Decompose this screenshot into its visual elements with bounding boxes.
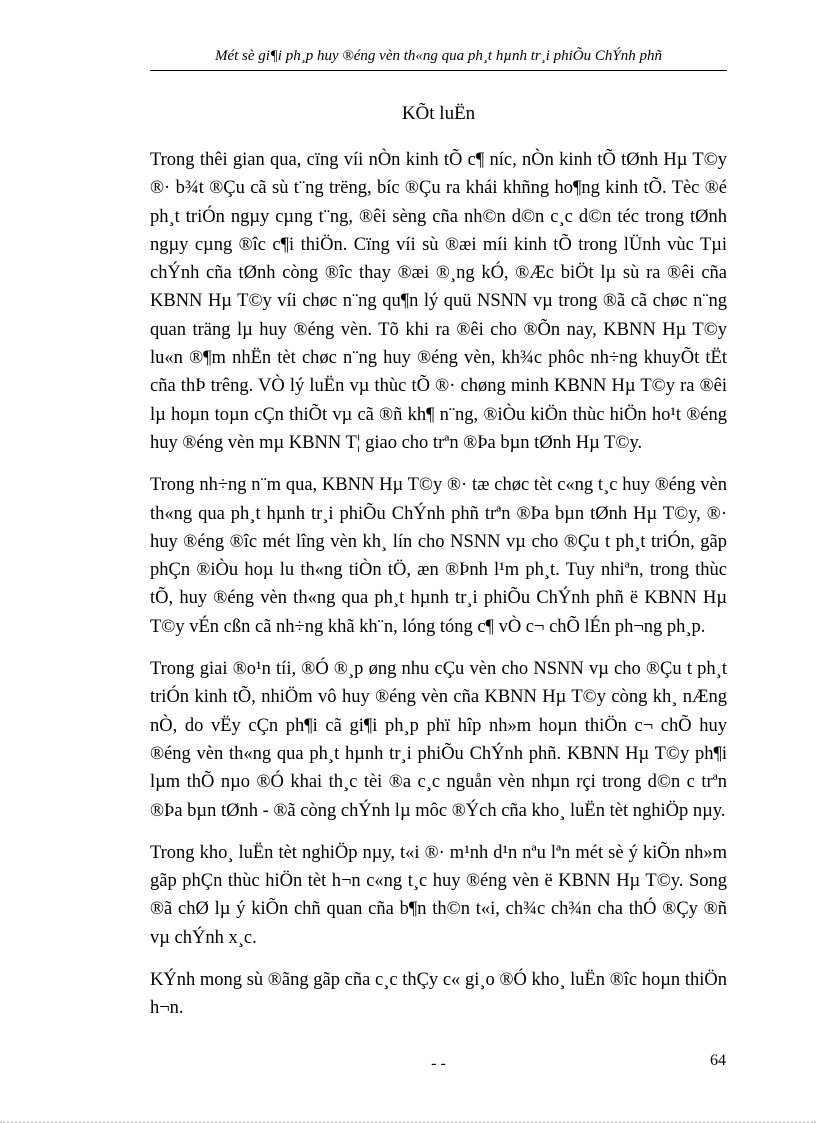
page-title: KÕt luËn (401, 103, 476, 124)
paragraph: Trong kho¸ luËn tèt nghiÖp nµy, t«i ®· m¹nh d¹n nªu lªn mét sè ý kiÕn nh»m gãp phÇn thùc hiÖn tèt h¬n c«ng t¸c huy ®éng vèn ë KBNN Hµ T©y. Song ®ã chØ lµ ý kiÕn chñ quan cña b¶n th©n t«i, ch¾c ch¾n cha thÓ ®Çy ®ñ vµ chÝnh x¸c. (150, 842, 727, 948)
page-number: 64 (710, 1052, 726, 1069)
paragraph: KÝnh mong sù ®ãng gãp cña c¸c thÇy c« gi¸o ®Ó kho¸ luËn ®îc hoµn thiÖn h¬n. (150, 970, 727, 1019)
paragraph: Trong thêi gian qua, cïng víi nÒn kinh tÕ c¶ níc, nÒn kinh tÕ tØnh Hµ T©y ®· b¾t ®Çu cã sù t¨ng trëng, bíc ®Çu ra khái khñng ho¶ng kinh tÕ. Tèc ®é ph¸t triÓn ngµy cµng t¨ng, ®êi sèng cña nh©n d©n c¸c d©n téc trong tØnh ngµy cµng ®îc c¶i thiÖn. Cïng víi sù ®æi míi kinh tÕ trong lÜnh vùc Tµi chÝnh cña tØnh còng ®îc thay ®æi ®¸ng kÓ, ®Æc biÖt lµ sù ra ®êi cña KBNN Hµ T©y víi chøc n¨ng qu¶n lý quü NSNN vµ trong ®ã cã chøc n¨ng quan träng lµ huy ®éng vèn. Tõ khi ra ®êi cho ®Õn nay, KBNN Hµ T©y lu«n ®¶m nhËn tèt chøc n¨ng huy ®éng vèn, kh¾c phôc nh÷ng khuyÕt tËt cña thÞ trêng. VÒ lý luËn vµ thùc tÕ ®· chøng minh KBNN Hµ T©y ra ®êi lµ hoµn toµn cÇn thiÕt vµ cã ®ñ kh¶ n¨ng, ®iÒu kiÖn thùc hiÖn ho¹t ®éng huy ®éng vèn mµ KBNN T¦ giao cho trªn ®Þa bµn tØnh Hµ T©y. (150, 150, 727, 453)
running-header: Mét sè gi¶i ph¸p huy ®éng vèn th«ng qua ph¸t hµnh tr¸i phiÕu ChÝnh phñ (214, 48, 662, 64)
paragraph: Trong giai ®o¹n tíi, ®Ó ®¸p øng nhu cÇu vèn cho NSNN vµ cho ®Çu t ph¸t triÓn kinh tÕ, nhiÖm vô huy ®éng vèn cña KBNN Hµ T©y còng kh¸ nÆng nÒ, do vËy cÇn ph¶i cã gi¶i ph¸p phï hîp nh»m hoµn thiÖn c¬ chÕ huy ®éng vèn th«ng qua ph¸t hµnh tr¸i phiÕu ChÝnh phñ. KBNN Hµ T©y ph¶i lµm thÕ nµo ®Ó khai th¸c tèi ®a c¸c nguån vèn nhµn rçi trong d©n c trªn ®Þa bµn tØnh - ®ã còng chÝnh lµ môc ®Ých cña kho¸ luËn tèt nghiÖp nµy. (150, 659, 727, 821)
header-rule (150, 70, 727, 71)
paragraph: Trong nh÷ng n¨m qua, KBNN Hµ T©y ®· tæ chøc tèt c«ng t¸c huy ®éng vèn th«ng qua ph¸t hµnh tr¸i phiÕu ChÝnh phñ trªn ®Þa bµn tØnh Hµ T©y, ®· huy ®éng ®îc mét lîng vèn kh¸ lín cho NSNN vµ cho ®Çu t ph¸t triÓn, gãp phÇn ®iÒu hoµ lu th«ng tiÒn tÖ, æn ®Þnh l¹m ph¸t. Tuy nhiªn, trong thùc tÕ, huy ®éng vèn th«ng qua ph¸t hµnh tr¸i phiÕu ChÝnh phñ ë KBNN Hµ T©y vÉn cßn cã nh÷ng khã kh¨n, lóng tóng c¶ vÒ c¬ chÕ lÉn ph¬ng ph¸p. (150, 475, 727, 637)
body-text (150, 146, 727, 1037)
footer-mark: - - (431, 1055, 446, 1072)
